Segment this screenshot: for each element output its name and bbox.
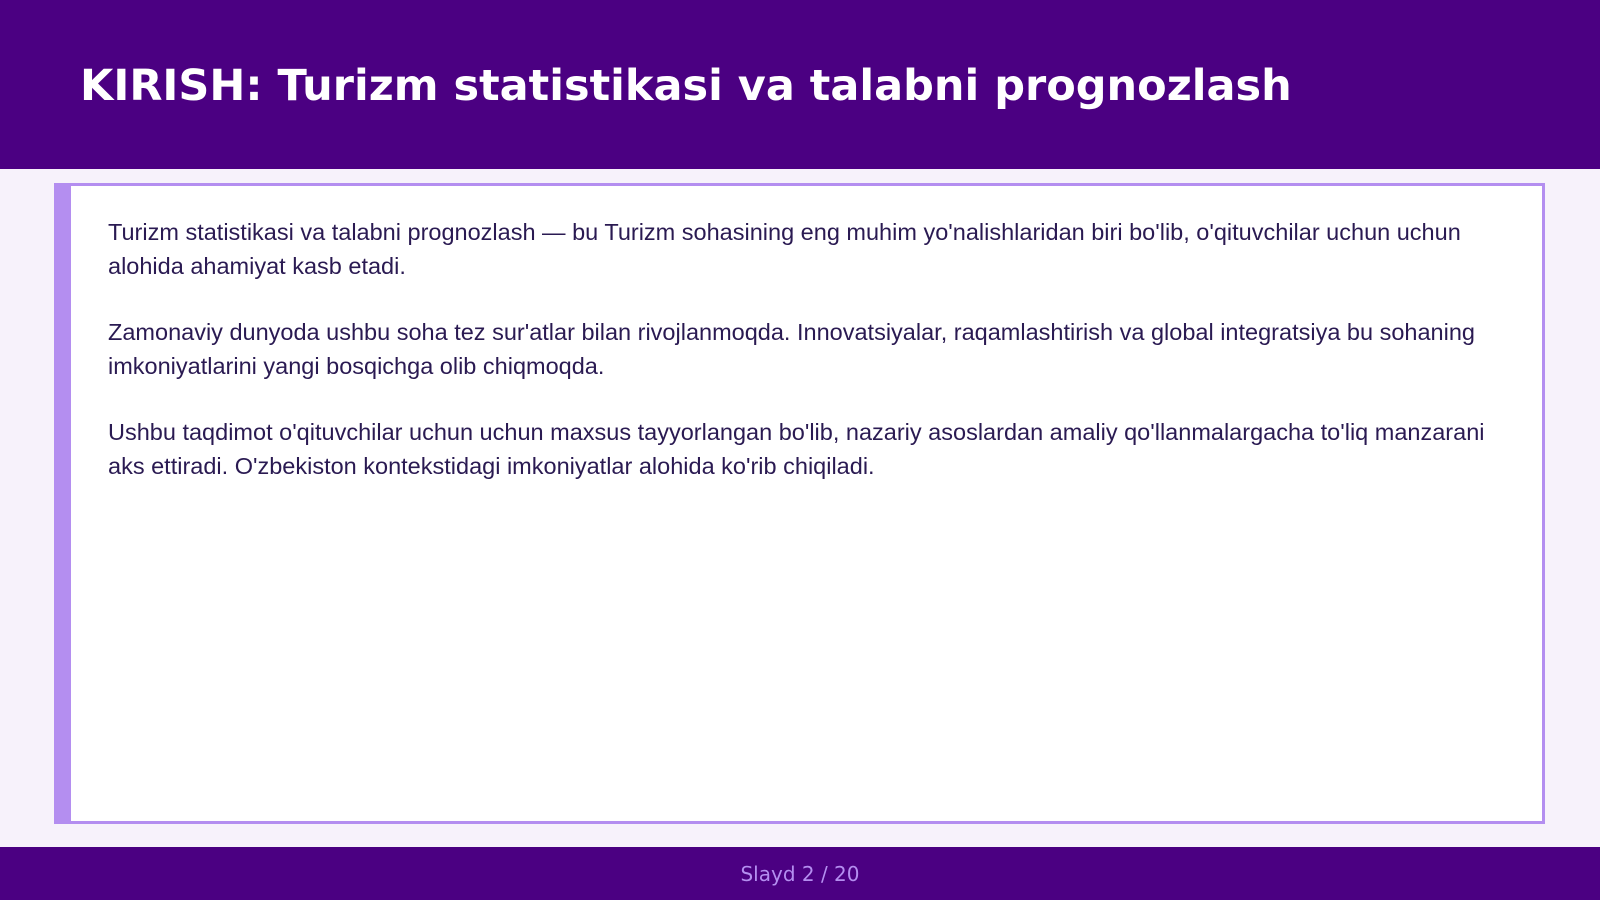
slide-header [0, 0, 1600, 169]
modern-world-paragraph: Zamonaviy dunyoda ushbu soha tez sur'atlar bilan rivojlanmoqda. Innovatsiyalar, raqamlashtirish va global integratsiya bu sohaning imkoniyatlarini yangi bosqichga olib chiqmoqda. [108, 319, 1475, 379]
content-box [54, 183, 1545, 824]
presentation-purpose-paragraph: Ushbu taqdimot o'qituvchilar uchun uchun maxsus tayyorlangan bo'lib, nazariy asoslardan amaliy qo'llanmalargacha to'liq manzarani aks ettiradi. O'zbekiston kontekstidagi imkoniyatlar alohida ko'rib chiqiladi. [108, 419, 1485, 479]
slide-footer [0, 847, 1600, 900]
slide-title: KIRISH: Turizm statistikasi va talabni prognozlash [80, 61, 1292, 111]
slide-counter: Slayd 2 / 20 [740, 862, 860, 886]
intro-paragraph: Turizm statistikasi va talabni prognozlash — bu Turizm sohasining eng muhim yo'nalishlaridan biri bo'lib, o'qituvchilar uchun uchun alohida ahamiyat kasb etadi. [108, 219, 1461, 279]
